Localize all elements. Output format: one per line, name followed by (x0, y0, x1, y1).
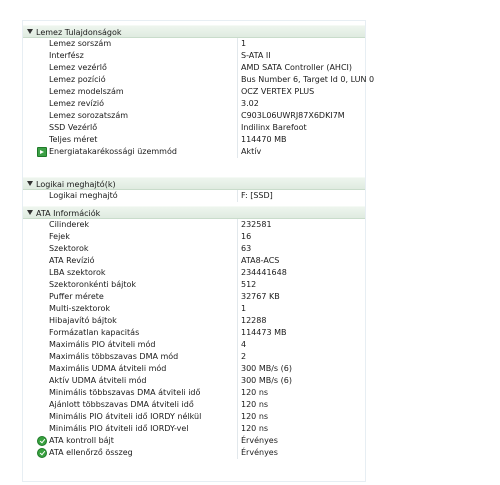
property-row[interactable] (23, 38, 365, 50)
property-label: Logikai meghajtó (49, 191, 118, 200)
section-header-disk-properties[interactable] (23, 25, 365, 38)
property-label: SSD Vezérlő (49, 123, 98, 132)
property-row[interactable] (23, 279, 365, 291)
property-label: Aktív UDMA átviteli mód (49, 376, 147, 385)
property-row[interactable] (23, 219, 365, 231)
property-value: 1 (237, 38, 246, 50)
property-label: Lemez sorozatszám (49, 111, 129, 120)
property-value: S-ATA II (237, 50, 271, 62)
property-row[interactable] (23, 255, 365, 267)
property-row[interactable] (23, 327, 365, 339)
property-label: Cilinderek (49, 220, 89, 229)
section-title: Logikai meghajtó(k) (36, 180, 116, 189)
property-row[interactable] (23, 447, 365, 459)
property-row[interactable] (23, 387, 365, 399)
property-value: 12288 (237, 315, 266, 327)
property-row[interactable] (23, 375, 365, 387)
property-row[interactable] (23, 411, 365, 423)
property-label: Interfész (49, 51, 84, 60)
property-label: Lemez modelszám (49, 87, 124, 96)
property-value: 300 MB/s (6) (237, 375, 292, 387)
property-value: AMD SATA Controller (AHCI) (237, 62, 352, 74)
property-value: ATA8-ACS (237, 255, 279, 267)
property-value: OCZ VERTEX PLUS (237, 86, 314, 98)
property-label: Minimális PIO átviteli idő IORDY-vel (49, 424, 189, 433)
property-value: 120 ns (237, 411, 268, 423)
property-row[interactable] (23, 303, 365, 315)
property-row[interactable] (23, 291, 365, 303)
property-label: ATA ellenőrző összeg (49, 448, 133, 457)
property-row[interactable] (23, 190, 365, 202)
collapse-arrow-icon[interactable] (27, 181, 33, 186)
property-label: Energiatakarékossági üzemmód (49, 147, 177, 156)
property-value: F: [SSD] (237, 190, 273, 202)
property-value: 234441648 (237, 267, 287, 279)
property-value: 114473 MB (237, 327, 286, 339)
property-row[interactable] (23, 363, 365, 375)
collapse-arrow-icon[interactable] (27, 210, 33, 215)
property-value: 300 MB/s (6) (237, 363, 292, 375)
property-label: Maximális PIO átviteli mód (49, 340, 156, 349)
property-label: Lemez revízió (49, 99, 105, 108)
property-label: Multi-szektorok (49, 304, 111, 313)
property-label: Fejek (49, 232, 70, 241)
green-check-icon (37, 448, 47, 458)
property-label: Teljes méret (49, 135, 98, 144)
property-row[interactable] (23, 435, 365, 447)
property-row[interactable] (23, 62, 365, 74)
property-row[interactable] (23, 267, 365, 279)
property-value: 120 ns (237, 387, 268, 399)
property-value: 1 (237, 303, 246, 315)
property-value: 63 (237, 243, 251, 255)
property-row[interactable] (23, 50, 365, 62)
property-value: 114470 MB (237, 134, 286, 146)
property-row[interactable] (23, 399, 365, 411)
property-row[interactable] (23, 134, 365, 146)
property-label: ATA kontroll bájt (49, 436, 114, 445)
property-label: ATA Revízió (49, 256, 95, 265)
property-label: LBA szektorok (49, 268, 106, 277)
property-row[interactable] (23, 146, 365, 158)
green-check-icon (37, 436, 47, 446)
property-value: 512 (237, 279, 256, 291)
collapse-arrow-icon[interactable] (27, 29, 33, 34)
property-row[interactable] (23, 98, 365, 110)
property-row[interactable] (23, 231, 365, 243)
property-label: Szektorok (49, 244, 89, 253)
property-label: Szektoronkénti bájtok (49, 280, 137, 289)
property-value: Bus Number 6, Target Id 0, LUN 0 (237, 74, 374, 86)
property-label: Formázatlan kapacitás (49, 328, 140, 337)
property-row[interactable] (23, 110, 365, 122)
property-value: 32767 KB (237, 291, 280, 303)
section-header-ata-information[interactable] (23, 206, 365, 219)
property-row[interactable] (23, 122, 365, 134)
disk-properties-panel (22, 20, 375, 482)
property-value: 232581 (237, 219, 272, 231)
property-row[interactable] (23, 351, 365, 363)
property-label: Lemez sorszám (49, 39, 112, 48)
property-label: Minimális többszavas DMA átviteli idő (49, 388, 201, 397)
property-label: Hibajavító bájtok (49, 316, 117, 325)
property-label: Lemez vezérlő (49, 63, 107, 72)
property-row[interactable] (23, 339, 365, 351)
property-value: 120 ns (237, 423, 268, 435)
property-row[interactable] (23, 86, 365, 98)
property-value: 120 ns (237, 399, 268, 411)
property-label: Maximális többszavas DMA mód (49, 352, 179, 361)
property-value: Indilinx Barefoot (237, 122, 307, 134)
section-title: ATA Információk (36, 209, 101, 218)
property-value: 3.02 (237, 98, 259, 110)
property-label: Ajánlott többszavas DMA átviteli idő (49, 400, 194, 409)
property-label: Minimális PIO átviteli idő IORDY nélkül (49, 412, 202, 421)
property-row[interactable] (23, 315, 365, 327)
property-value: 4 (237, 339, 246, 351)
property-value: 2 (237, 351, 246, 363)
section-title: Lemez Tulajdonságok (36, 28, 122, 37)
property-label: Lemez pozíció (49, 75, 106, 84)
property-value: Érvényes (237, 447, 278, 459)
property-value: Aktív (237, 146, 261, 158)
property-label: Puffer mérete (49, 292, 104, 301)
green-arrow-icon (37, 147, 47, 157)
property-label: Maximális UDMA átviteli mód (49, 364, 167, 373)
property-value: 16 (237, 231, 251, 243)
section-header-logical-drives[interactable] (23, 177, 365, 190)
property-value: C903L06UWRJ87X6DKI7M (237, 110, 345, 122)
property-row[interactable] (23, 423, 365, 435)
property-value: Érvényes (237, 435, 278, 447)
property-row[interactable] (23, 74, 375, 86)
property-row[interactable] (23, 243, 365, 255)
